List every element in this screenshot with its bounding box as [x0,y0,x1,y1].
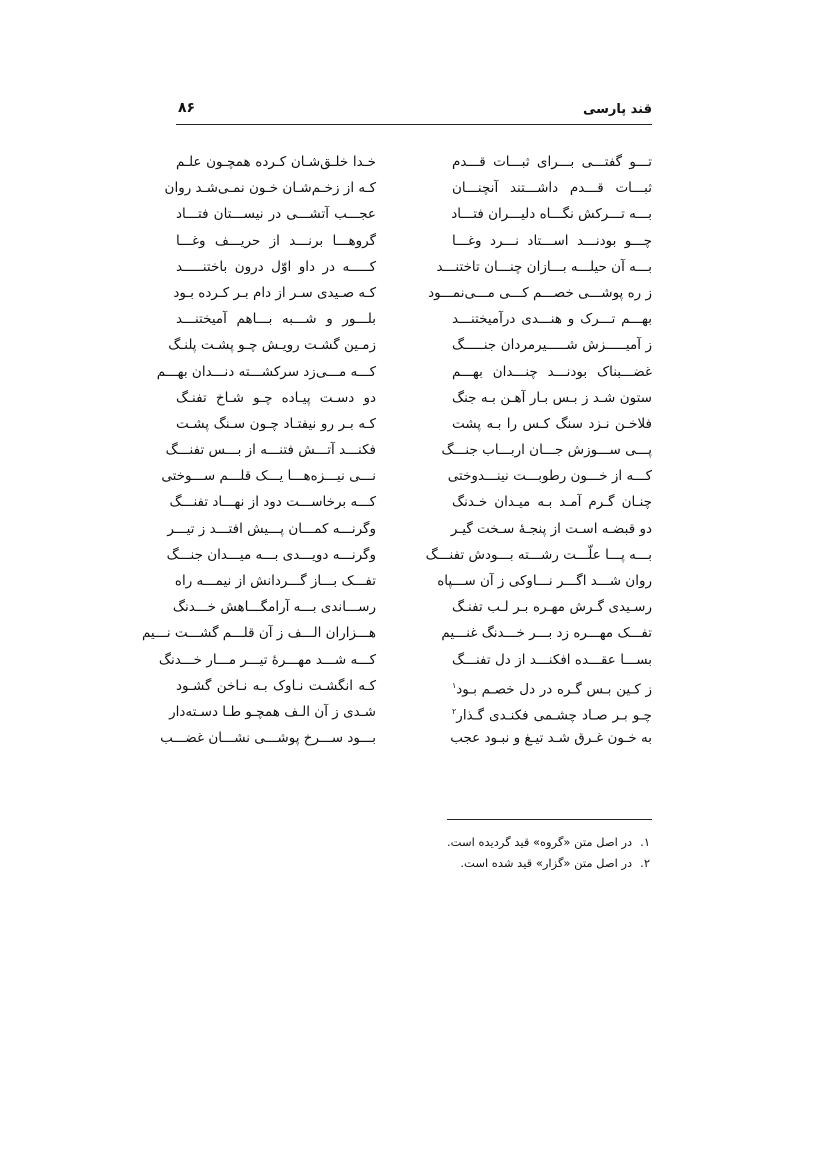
hemistich-text: غضـــبناک بودنـــد چنـــدان بهـــم [452,363,652,380]
second-hemistich: گروهـــا برنـــد از حریـــف وغـــا [176,232,376,249]
footnote [350,853,650,874]
hemistich-text: رسـیدی گـرش مهـره بـر لـب تفنـگ [452,599,652,616]
second-hemistich: کـه از زخـم‌شـان خـون نمـی‌شـد روان [164,180,376,197]
hemistich-text: بهـــم تـــرک و هنـــدی درآمیختنـــد [452,311,652,328]
first-hemistich [441,440,652,460]
footnote-text: در اصل متن «گروه» قید گردیده است. [447,835,633,849]
second-hemistich: کـه بـر رو نیفتـاد چـون سـنگ پشـت [176,415,376,432]
couplet [176,676,652,702]
footnote [350,832,650,853]
couplet [156,362,652,388]
couplet [169,492,652,518]
second-hemistich: کـه انگشـت نـاوک بـه نـاخن گشـود [176,677,376,694]
couplet [160,728,652,754]
second-hemistich: زمـین گشـت رویـش چـو پشـت پلنـگ [168,337,376,354]
first-hemistich [452,650,652,670]
second-hemistich: دو دسـت پیـاده چـو شـاخ تفنـگ [176,389,376,406]
couplet [176,414,652,440]
footnote-text: در اصل متن «گزار» قید شده است. [460,856,633,870]
second-hemistich: وگرنـــه کمـــان پـــیش افتـــد ز تیـــر [167,520,376,537]
hemistich-text: بســـا عقـــده افکنـــد از دل تفنـــگ [452,651,652,668]
second-hemistich: فکنـــد آتـــش فتنـــه از بـــس تفنـــگ [165,442,376,459]
hemistich-text: بـــه آن حیلـــه بـــازان چنـــان تاختنـــد [436,258,652,275]
second-hemistich: تفـــک بـــاز گـــردانش از نیمـــه راه [174,573,376,589]
first-hemistich [452,414,652,434]
hemistich-text: ثبـــات قـــدم داشـــتند آنچنـــان [452,180,652,197]
couplet [176,309,652,335]
second-hemistich: کـــه شـــد مهـــرهٔ تیـــر مـــار خـــدنگ [158,651,376,668]
couplet [176,152,652,178]
first-hemistich [452,492,652,512]
couplet [176,257,652,283]
second-hemistich: شـدی ز آن الـف همچـو طـا دسـته‌دار [169,703,376,720]
couplet [168,335,652,361]
first-hemistich [425,545,652,565]
second-hemistich: کـــه برخاســـت دود از نهـــاد تفنـــگ [169,494,376,511]
first-hemistich [452,519,652,539]
couplet [141,623,652,649]
couplet [167,519,652,545]
first-hemistich [436,257,652,277]
hemistich-text: چـو بـر صـاد چشـمی فکنـدی گـذار [456,707,652,724]
first-hemistich [452,231,652,251]
couplet [176,204,652,230]
first-hemistich [447,466,652,486]
hemistich-text: بـــه پـــا علّـــت رشـــته بـــودش تفنـــگ [425,546,652,563]
footnote-number: ۱. [640,835,650,849]
couplet [176,388,652,414]
hemistich-text: به خـون غـرق شـد تیـغ و نبـود عجب [450,730,652,747]
hemistich-text: کـــه از خـــون رطوبـــت نینـــدوختی [447,468,652,485]
second-hemistich: عجـــب آتشـــی در نیســـتان فتـــاد [176,206,376,223]
second-hemistich: وگرنـــه دویـــدی بـــه میـــدان جنـــگ [166,546,376,563]
first-hemistich [452,204,652,224]
first-hemistich [441,623,652,643]
second-hemistich: کـــه مـــی‌زد سرکشـــته دنـــدان بهـــم [156,363,376,380]
couplet [172,597,652,623]
first-hemistich [428,283,652,303]
couplet [158,650,652,676]
hemistich-text: تـــو گفتـــی بـــرای ثبـــات قـــدم [452,154,652,170]
first-hemistich [452,335,652,355]
second-hemistich: کـه صـیدی سـر از دام بـر کـرده بـود [173,284,376,301]
second-hemistich: نـــی نیـــزه‌هـــا یـــک قلـــم ســـوختی [161,468,376,485]
first-hemistich [452,702,652,726]
couplet [169,702,652,728]
running-title: قند پارسی [582,102,652,117]
hemistich-text: ستون شـد ز بـس بـار آهـن بـه جنگ [452,389,652,406]
first-hemistich [452,178,652,198]
hemistich-text: چنـان گـرم آمـد بـه میـدان خـدنگ [452,494,652,511]
couplet [165,440,652,466]
first-hemistich [452,309,652,329]
hemistich-text: دو قبضـه اسـت از پنجـهٔ سـخت گیـر [450,520,652,537]
footnote-reference: ۲ [452,706,457,716]
couplet [166,545,652,571]
hemistich-text: چـــو بودنـــد اســـتاد نـــرد وغـــا [452,232,652,249]
hemistich-text: فلاخـن نـزد سنگ کـس را بـه پشت [452,415,652,432]
first-hemistich [452,676,652,700]
footnotes [350,832,650,874]
poem [141,152,652,754]
couplet [161,466,652,492]
footnote-number: ۲. [640,856,650,870]
hemistich-text: تفـــک مهـــره زد بـــر خـــدنگ غنـــیم [441,625,652,642]
couplet [176,571,652,597]
hemistich-text: ز آمیـــــزش شـــــیرمردان جنـــــگ [452,337,652,354]
first-hemistich [452,728,652,748]
footnote-divider [447,819,652,820]
hemistich-text: ز کـین بـس گـره در دل خصـم بـود [456,681,652,698]
couplet [164,178,652,204]
second-hemistich: هـــزاران الـــف ز آن قلـــم گشـــت نـــیم [141,625,376,642]
page-number: ۸۶ [178,100,196,116]
second-hemistich: کـــــه در داو اوّل درون باختنـــــد [176,258,376,275]
first-hemistich [452,388,652,408]
hemistich-text: ز ره پوشـــی خصـــم کـــی مـــی‌نمـــود [428,284,652,301]
page-header [176,96,652,125]
couplet [176,231,652,257]
couplet [173,283,652,309]
first-hemistich [452,152,652,172]
hemistich-text: روان شـــد اگـــر نـــاوکی ز آن ســـپاه [437,573,652,589]
first-hemistich [437,571,652,591]
first-hemistich [452,362,652,382]
second-hemistich: رســـاندی بـــه آرامگـــاهش خـــدنگ [172,599,376,616]
first-hemistich [452,597,652,617]
second-hemistich: بلـــور و شـــبه بـــاهم آمیختنـــد [176,311,376,328]
second-hemistich: خـدا خلـق‌شـان کـرده همچـون علـم [176,154,376,170]
footnote-reference: ۱ [452,680,457,690]
hemistich-text: بـــه تـــرکش نگـــاه دلیـــران فتـــاد [451,206,652,223]
second-hemistich: بـــود ســـرخ پوشـــی نشـــان غضـــب [160,730,376,747]
hemistich-text: پـــی ســـوزش جـــان اربـــاب جنـــگ [441,442,652,459]
